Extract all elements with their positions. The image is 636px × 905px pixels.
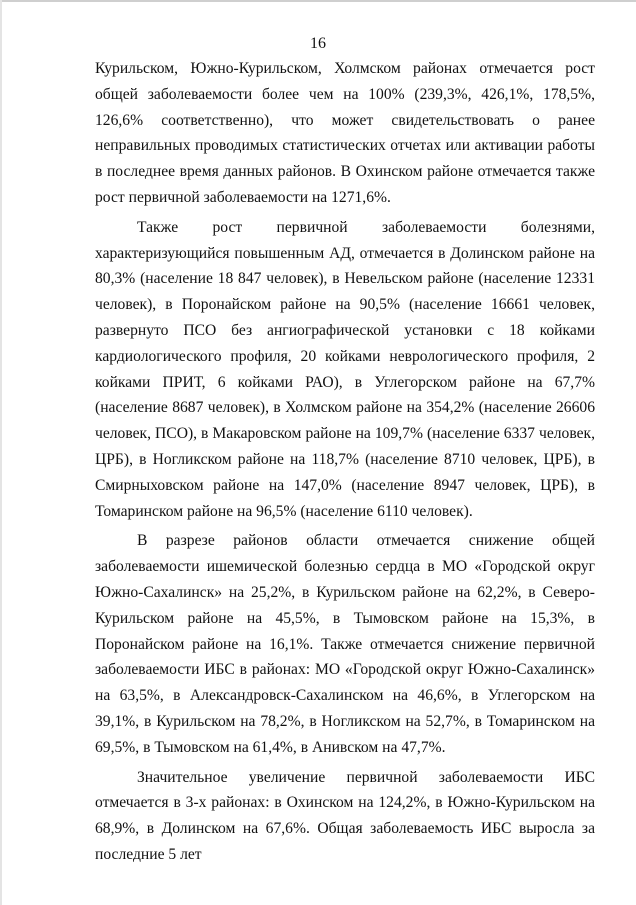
scan-edge-top bbox=[0, 0, 636, 2]
document-body bbox=[95, 56, 595, 868]
scan-edge-left bbox=[0, 0, 2, 905]
paragraph-3: В разрезе районов области отмечается снижение общей заболеваемости ишемической болезнью сердца в МО «Городской округ Южно-Сахалинск» на 25,2%, в Курильском районе на 62,2%, в Северо-Курильском районе на 45,5%, в Тымовском районе на 15,3%, в Поронайском районе на 16,1%. Также отмечается снижение первичной заболеваемости ИБС в районах: МО «Городской округ Южно-Сахалинск» на 63,5%, в Александровск-Сахалинском на 46,6%, в Углегорском на 39,1%, в Курильском на 78,2%, в Ногликском на 52,7%, в Томаринском на 69,5%, в Тымовском на 61,4%, в Анивском на 47,7%. bbox=[95, 532, 595, 756]
paragraph-2: Также рост первичной заболеваемости болезнями, характеризующийся повышенным АД, отмечается в Долинском районе на 80,3% (население 18 847 человек), в Невельском районе (население 12331 человек), в Поронайском районе на 90,5% (население 16661 человек, развернуто ПСО без ангиографической установки с 18 койками кардиологического профиля, 20 койками неврологического профиля, 2 койками ПРИТ, 6 койками РАО), в Углегорском районе на 67,7% (население 8687 человек), в Холмском районе на 354,2% (население 26606 человек, ПСО), в Макаровском районе на 109,7% (население 6337 человек, ЦРБ), в Ногликском районе на 118,7% (население 8710 человек, ЦРБ), в Смирныховском районе на 147,0% (население 8947 человек, ЦРБ), в Томаринском районе на 96,5% (население 6110 человек). bbox=[95, 218, 595, 520]
paragraph-4: Значительное увеличение первичной заболеваемости ИБС отмечается в 3-х районах: в Охинском на 124,2%, в Южно-Курильском на 68,9%, в Долинском на 67,6%. Общая заболеваемость ИБС выросла за последние 5 лет bbox=[95, 768, 595, 863]
paragraph-1: Курильском, Южно-Курильском, Холмском районах отмечается рост общей заболеваемости более чем на 100% (239,3%, 426,1%, 178,5%, 126,6% соответственно), что может свидетельствовать о ранее неправильных проводимых статистических отчетах или активации работы в последнее время данных районов. В Охинском районе отмечается также рост первичной заболеваемости на 1271,6%. bbox=[95, 60, 595, 206]
page-number: 16 bbox=[310, 35, 326, 52]
